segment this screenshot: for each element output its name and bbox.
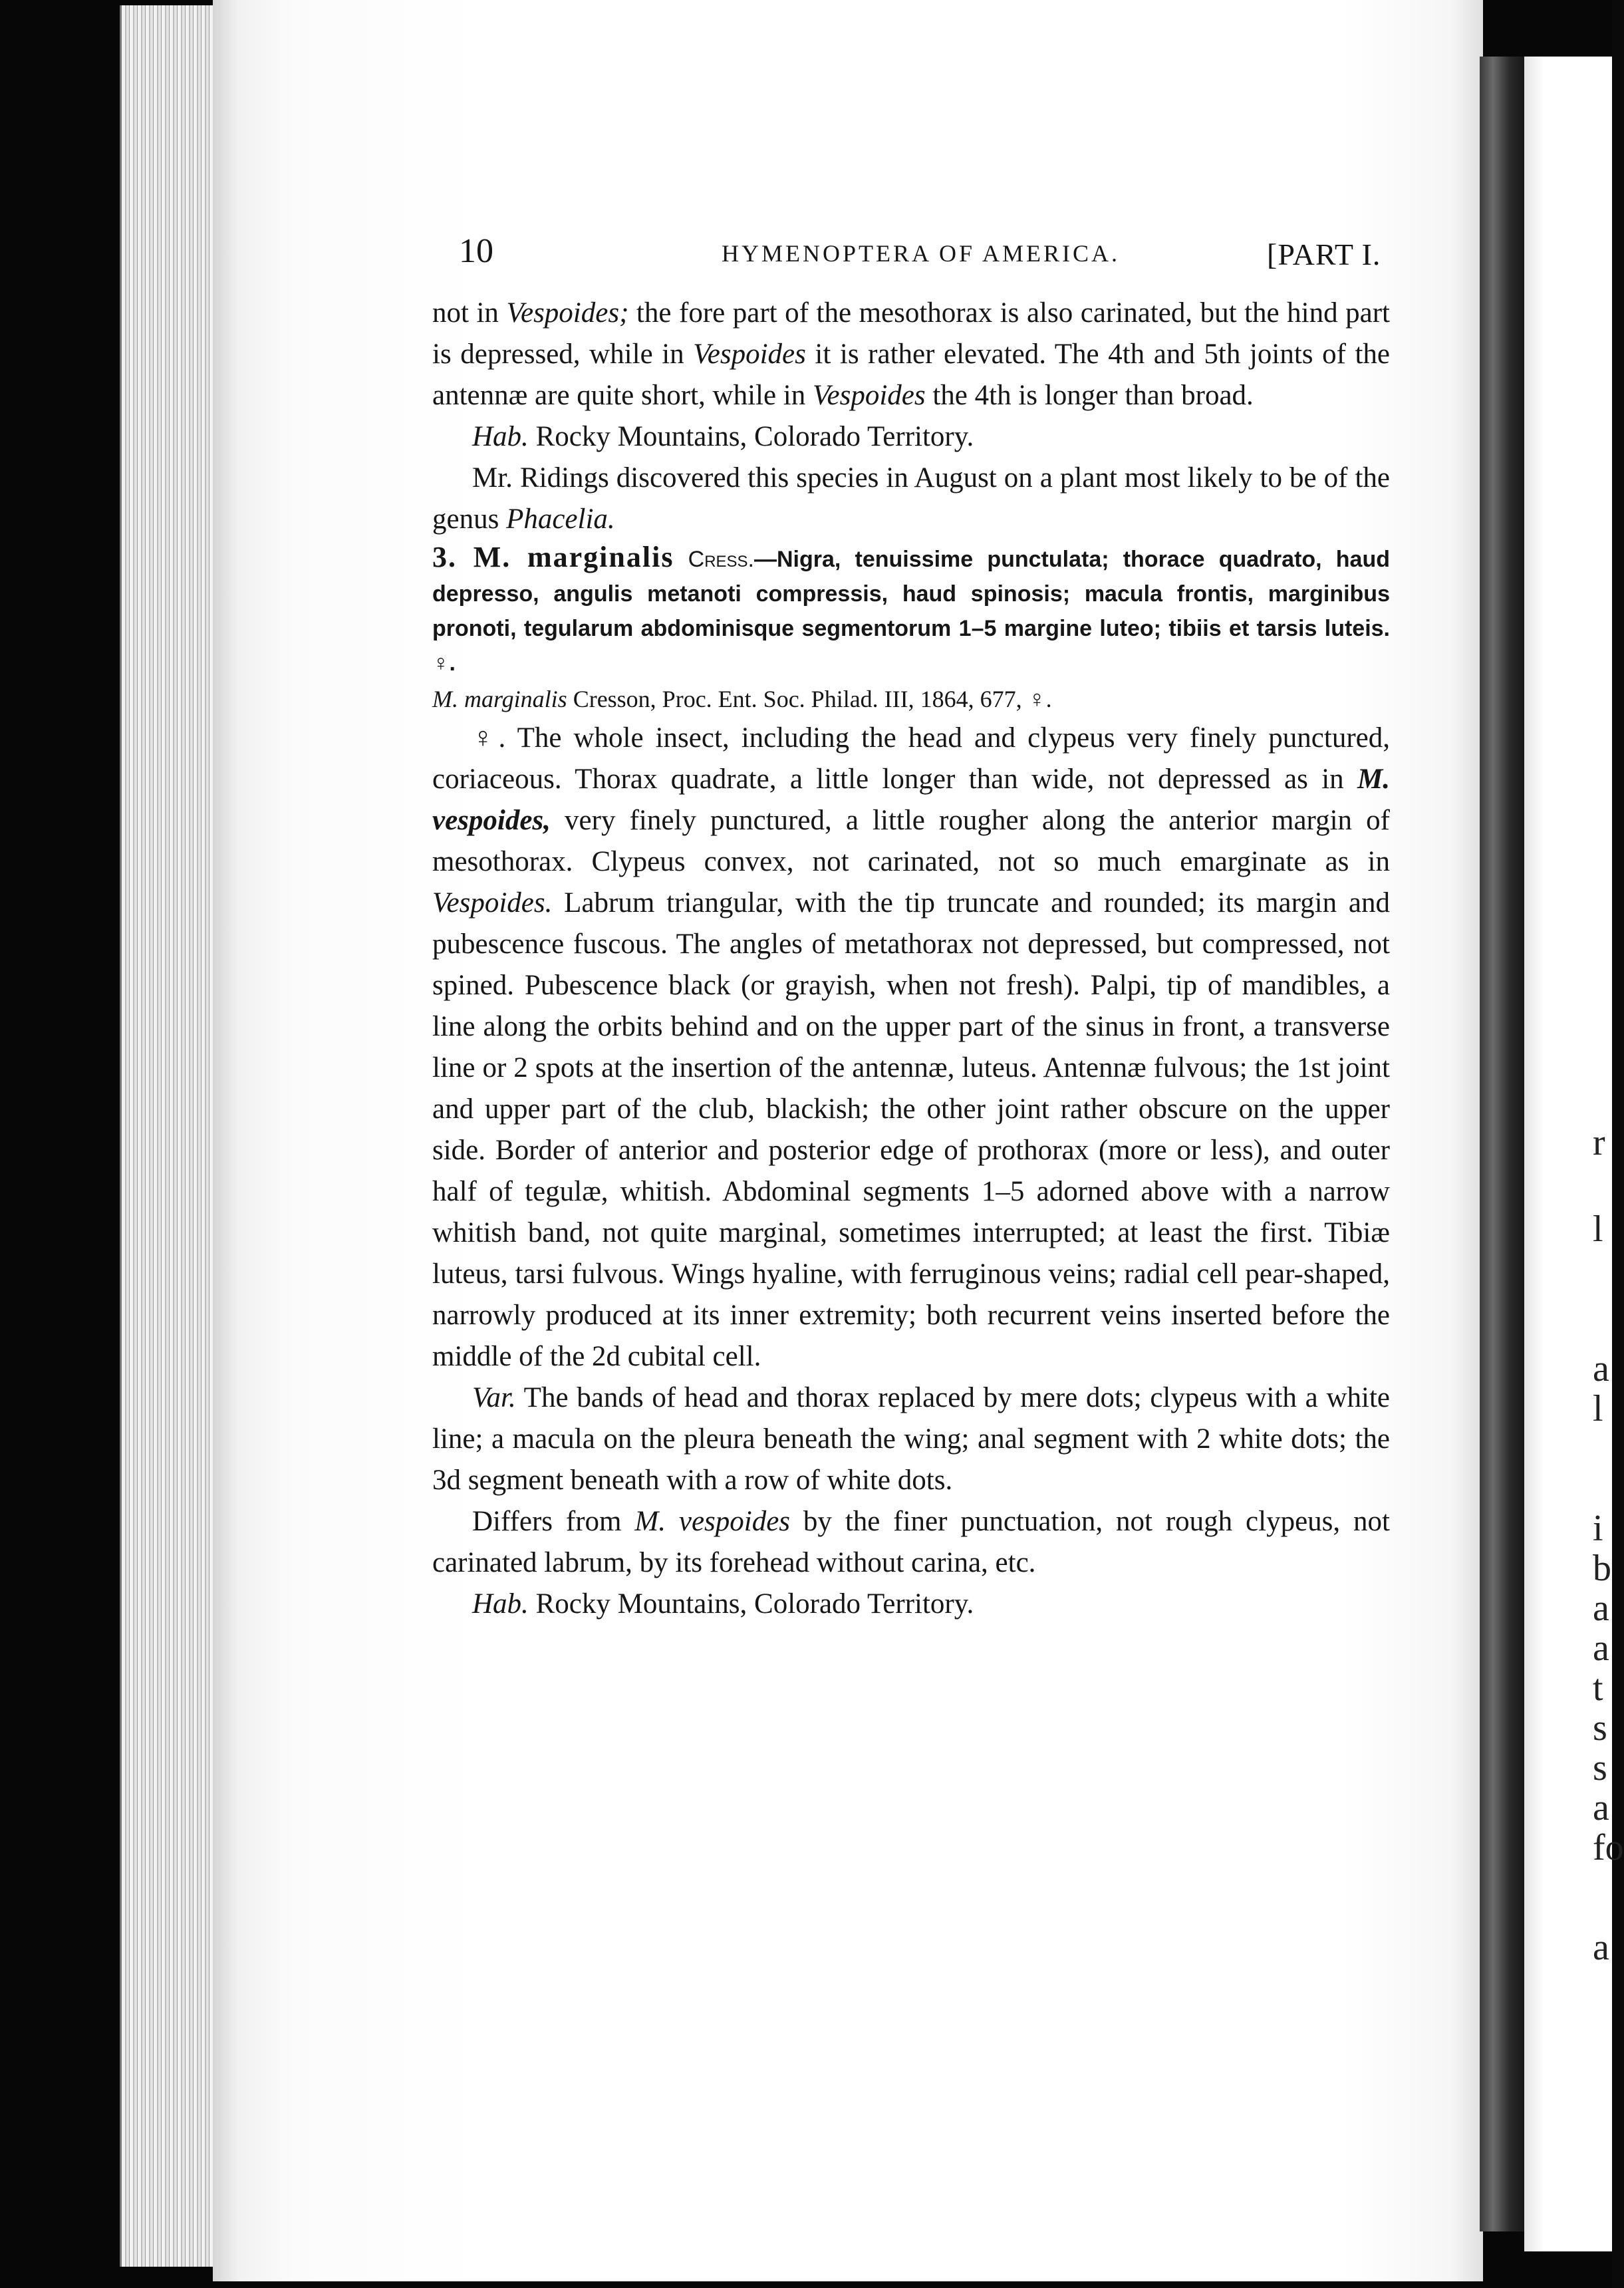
scanned-book-spread: 10 HYMENOPTERA OF AMERICA. [PART I. not in Vespoides; the fore part of the mesothorax is also carinated, but the hind part is depressed, while in Vespoides it is rather elevated. The 4th and 5th joints of the antennæ are quite short, while in Vespoides the 4th is longer than broad. Hab. Rocky Mountains, Colorado Territory. Mr. Ridings discovered this species in August on a plant most likely to be of the genus Phacelia. 3. M. marginalis Cress.—Nigra, tenuissime punctulata; thorace quadrato, haud depresso, angulis metanoti compressis, haud spinosis; macula frontis, marginibus pronoti, tegularum abdominisque segmentorum 1–5 margine luteo; tibiis et tarsis luteis. ♀. M. marginalis Cresson, Proc. Ent. Soc. Philad. III, 1864, 677, ♀. ♀. The whole insect, including the head and clypeus very finely punctured, coriaceous. Thorax quadrate, a little longer than wide, not depressed as in M. vespoides, very finely punctured, a little rougher along the anterior margin of mesothorax. Clypeus convex, not carinated, not so much emarginate as in Vespoides. Labrum triangular, with the tip truncate and rounded; its margin and pubescence fuscous. The angles of metathorax not depressed, but compressed, not spined. Pubescence black (or grayish, when not fresh). Palpi, tip of mandibles, a line along the orbits behind and on the upper part of the sinus in front, a transverse line or 2 spots at the insertion of the antennæ, luteus. Antennæ fulvous; the 1st joint and upper part of the club, blackish; the other joint rather obscure on the upper side. Border of anterior and posterior edge of prothorax (more or less), and outer half of tegulæ, whitish. Abdominal segments 1–5 adorned above with a narrow whitish band, not quite marginal, sometimes interrupted; at least the first. Tibiæ luteus, tarsi fulvous. Wings hyaline, with ferruginous veins; radial cell pear-shaped, narrowly produced at its inner extremity; both recurrent veins inserted before the middle of the 2d cubital cell. Var. The bands of head and thorax replaced by mere dots; clypeus with a white line; a macula on the pleura beneath the wing; anal segment with 2 white dots; the 3d segment beneath with a row of white dots. Differs from M. vespoides by the finer punctuation, not rough clypeus, not carinated labrum, by its forehead without carina, etc. Hab. Rocky Mountains, Colorado Territory. r l a l i b a a t s s a fo a: [0, 0, 1612, 2288]
page-body: [432, 293, 1390, 1625]
species-latin-description: —Nigra, tenuissime punctulata; thorace quadrato, haud depresso, angulis metanoti compressis, haud spinosis; macula frontis, marginibus pronoti, tegularum abdominisque segmentorum 1–5 margine luteo; tibiis et tarsis luteis. ♀.: [432, 547, 1390, 676]
species-heading: 3. M. marginalis: [432, 541, 674, 573]
habitat-line: Hab. Rocky Mountains, Colorado Territory.: [472, 421, 974, 452]
species-diagnosis: [432, 540, 1390, 680]
discovery-paragraph: Mr. Ridings discovered this species in August on a plant most likely to be of the genus Phacelia.: [432, 462, 1390, 535]
synonymy-reference: M. marginalis Cresson, Proc. Ent. Soc. Philad. III, 1864, 677, ♀.: [432, 686, 1052, 712]
page-header: [419, 219, 1390, 273]
book-binding: [1480, 57, 1526, 2231]
species-author: Cress.: [688, 547, 754, 572]
differs-paragraph: Differs from M. vespoides by the finer punctuation, not rough clypeus, not carinated labrum, by its forehead without carina, etc.: [432, 1506, 1390, 1578]
habitat-line-2: Hab. Rocky Mountains, Colorado Territory.: [472, 1588, 974, 1620]
part-label: [PART I.: [1267, 237, 1381, 271]
description-paragraph: ♀. The whole insect, including the head and clypeus very finely punctured, coriaceous. Thorax quadrate, a little longer than wide, not depressed as in M. vespoides, very finely punctured, a little rougher along the anterior margin of mesothorax. Clypeus convex, not carinated, not so much emarginate as in Vespoides. Labrum triangular, with the tip truncate and rounded; its margin and pubescence fuscous. The angles of metathorax not depressed, but compressed, not spined. Pubescence black (or grayish, when not fresh). Palpi, tip of mandibles, a line along the orbits behind and on the upper part of the sinus in front, a transverse line or 2 spots at the insertion of the antennæ, luteus. Antennæ fulvous; the 1st joint and upper part of the club, blackish; the other joint rather obscure on the upper side. Border of anterior and posterior edge of prothorax (more or less), and outer half of tegulæ, whitish. Abdominal segments 1–5 adorned above with a narrow whitish band, not quite marginal, sometimes interrupted; at least the first. Tibiæ luteus, tarsi fulvous. Wings hyaline, with ferruginous veins; radial cell pear-shaped, narrowly produced at its inner extremity; both recurrent veins inserted before the middle of the 2d cubital cell.: [432, 722, 1390, 1372]
page-number: 10: [459, 232, 493, 270]
variety-paragraph: Var. The bands of head and thorax replaced by mere dots; clypeus with a white line; a macula on the pleura beneath the wing; anal segment with 2 white dots; the 3d segment beneath with a row of white dots.: [432, 1382, 1390, 1496]
running-title: HYMENOPTERA OF AMERICA.: [722, 240, 1121, 267]
paragraph-continued: not in Vespoides; the fore part of the mesothorax is also carinated, but the hind part is depressed, while in Vespoides it is rather elevated. The 4th and 5th joints of the antennæ are quite short, while in Vespoides the 4th is longer than broad.: [432, 297, 1391, 411]
stacked-page-edges: [120, 5, 221, 2267]
